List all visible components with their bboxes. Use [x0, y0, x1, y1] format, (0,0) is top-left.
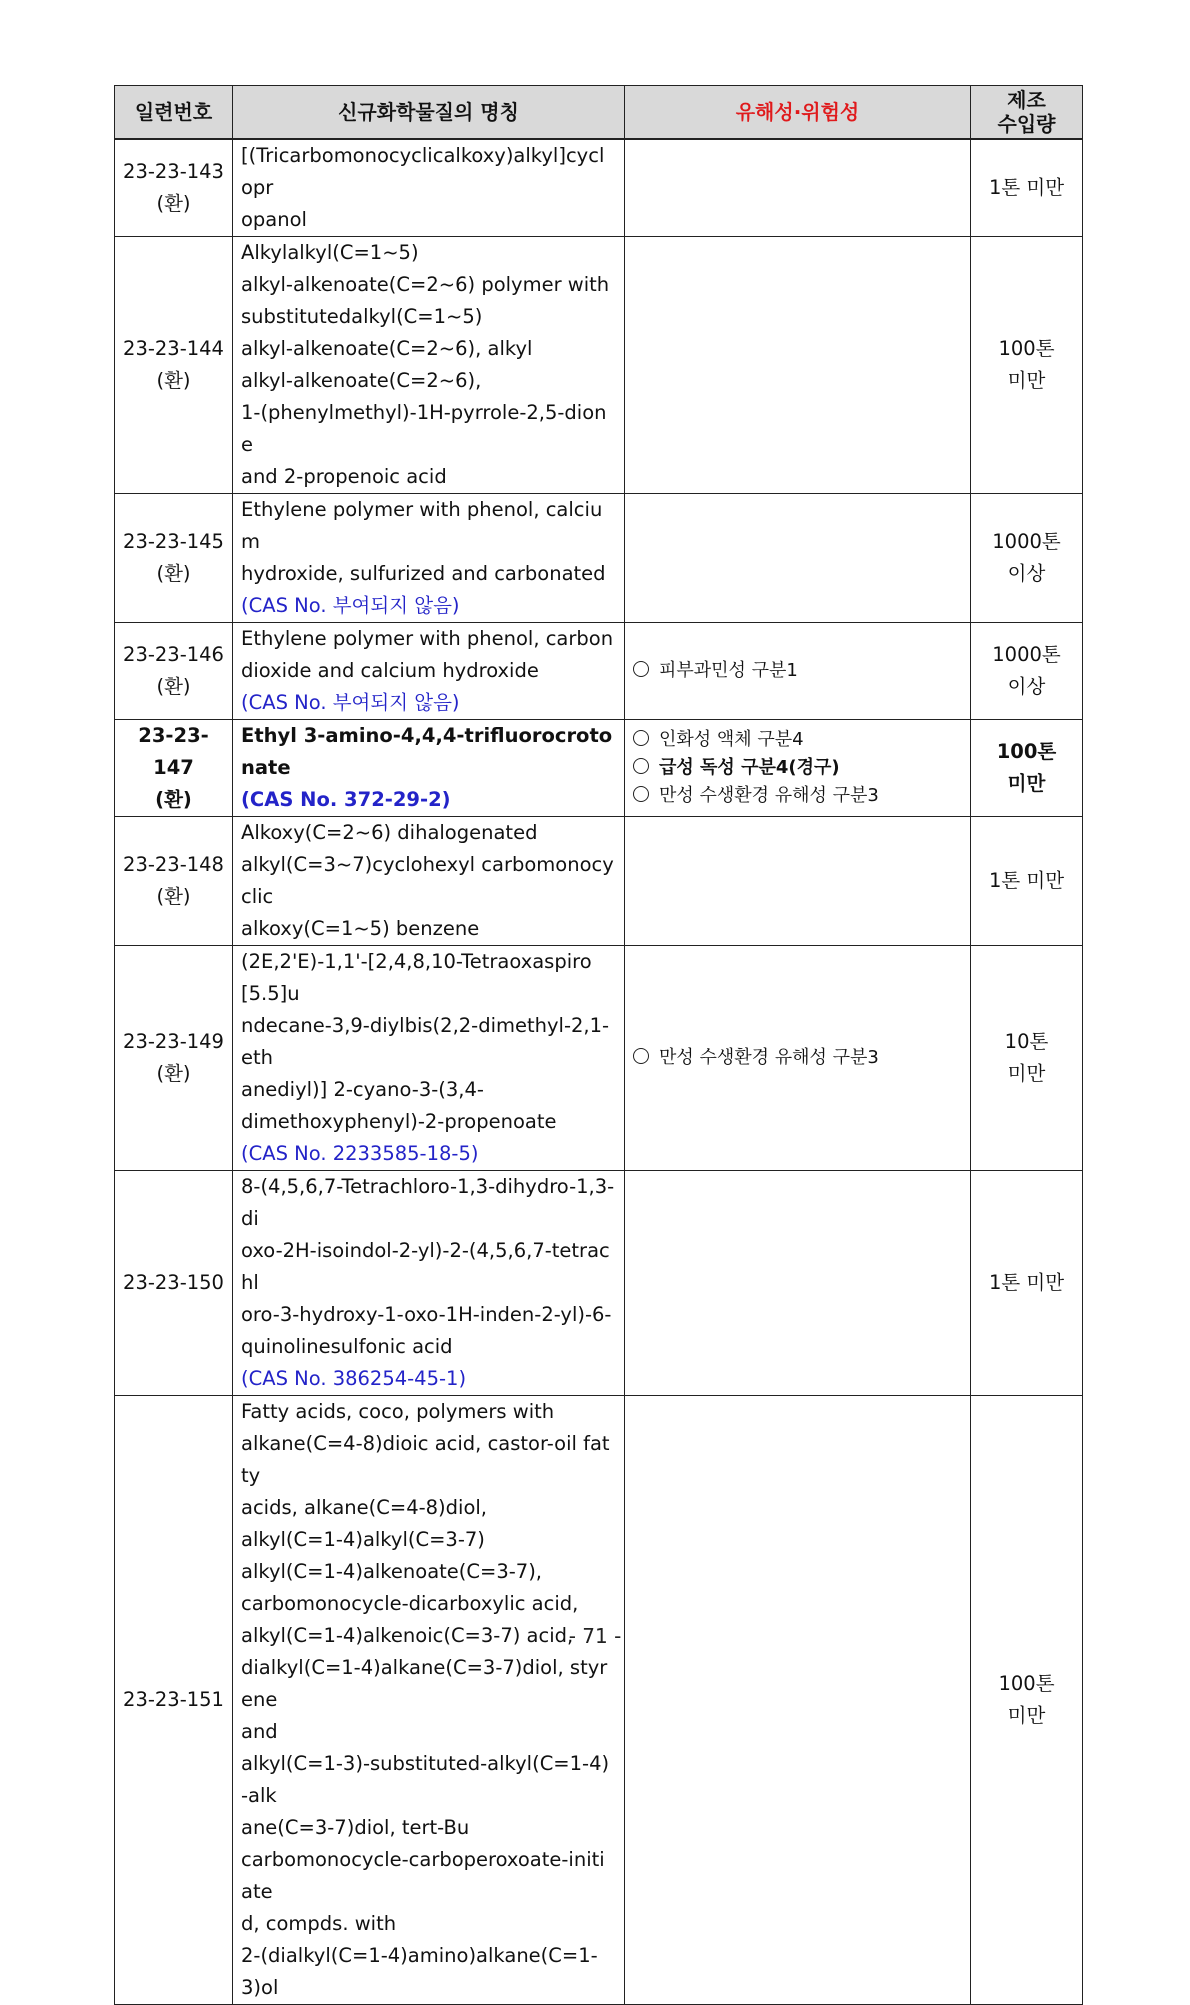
table-row — [115, 946, 1083, 1171]
serial-number: 23-23-146 — [123, 643, 224, 666]
quantity-line: 미만 — [1007, 369, 1046, 392]
quantity-line: 100톤 — [998, 1672, 1055, 1695]
cas-number: (CAS No. 부여되지 않음) — [241, 691, 460, 714]
substance-name-line: alkyl(C=1-4)alkyl(C=3-7) — [241, 1528, 485, 1551]
substance-name-cell — [233, 623, 625, 720]
serial-number: 23-23-144 — [123, 337, 224, 360]
hazard-text: 만성 수생환경 유해성 구분3 — [659, 1047, 879, 1068]
hazard-cell — [625, 494, 971, 623]
substance-name-line: opanol — [241, 208, 307, 231]
substance-name-line: d, compds. with — [241, 1912, 397, 1935]
quantity-line: 1000톤 — [992, 530, 1061, 553]
quantity-line: 1000톤 — [992, 643, 1061, 666]
substance-name-line: alkyl-alkenoate(C=2~6), alkyl — [241, 337, 533, 360]
substance-name-cell — [233, 139, 625, 237]
substance-name-line: 1-(phenylmethyl)-1H-pyrrole-2,5-dione — [241, 401, 607, 456]
quantity-cell — [971, 1396, 1083, 2005]
header-hazard: 유해성·위험성 — [625, 86, 971, 140]
table-row — [115, 817, 1083, 946]
substance-name-cell — [233, 946, 625, 1171]
page-number: - 71 - — [568, 1624, 622, 1648]
hazard-item — [633, 754, 962, 782]
quantity-cell — [971, 139, 1083, 237]
table-row — [115, 494, 1083, 623]
cas-number: (CAS No. 372-29-2) — [241, 788, 451, 811]
substance-name-line: Ethylene polymer with phenol, carbon — [241, 627, 614, 650]
cas-number: (CAS No. 2233585-18-5) — [241, 1142, 479, 1165]
substance-name-cell — [233, 720, 625, 817]
serial-cell — [115, 623, 233, 720]
substance-name-line: alkyl(C=1-3)-substituted-alkyl(C=1-4)-alk — [241, 1752, 610, 1807]
substance-name-line: dioxide and calcium hydroxide — [241, 659, 539, 682]
cas-number: (CAS No. 386254-45-1) — [241, 1367, 467, 1390]
serial-number: 23-23-147 — [138, 724, 209, 779]
serial-cell — [115, 720, 233, 817]
header-substance-name: 신규화학물질의 명칭 — [233, 86, 625, 140]
substance-name-line: alkyl(C=3~7)cyclohexyl carbomonocyclic — [241, 853, 614, 908]
hazard-item — [633, 657, 962, 685]
substance-name-line: oxo-2H-isoindol-2-yl)-2-(4,5,6,7-tetrachl — [241, 1239, 610, 1294]
circle-bullet-icon — [633, 758, 649, 774]
serial-number: 23-23-148 — [123, 853, 224, 876]
substance-name-cell — [233, 237, 625, 494]
quantity-line: 1톤 미만 — [988, 1271, 1065, 1294]
hazard-cell — [625, 946, 971, 1171]
substance-name-line: dialkyl(C=1-4)alkane(C=3-7)diol, styrene — [241, 1656, 608, 1711]
table-row — [115, 720, 1083, 817]
quantity-line: 100톤 — [996, 740, 1057, 763]
quantity-cell — [971, 494, 1083, 623]
substance-name-line: alkoxy(C=1~5) benzene — [241, 917, 480, 940]
hazard-text: 인화성 액체 구분4 — [659, 729, 804, 750]
substance-name-line: quinolinesulfonic acid — [241, 1335, 453, 1358]
hazard-cell — [625, 1396, 971, 2005]
serial-number: 23-23-151 — [123, 1688, 224, 1711]
quantity-line: 이상 — [1007, 675, 1046, 698]
substance-name-line: alkyl-alkenoate(C=2~6) polymer with — [241, 273, 610, 296]
quantity-line: 1톤 미만 — [988, 869, 1065, 892]
substance-name-cell — [233, 494, 625, 623]
substance-name-line: Ethylene polymer with phenol, calcium — [241, 498, 603, 553]
table-body — [115, 139, 1083, 2005]
table-row — [115, 237, 1083, 494]
quantity-line: 미만 — [1007, 772, 1046, 795]
serial-cell — [115, 1396, 233, 2005]
serial-cell — [115, 139, 233, 237]
table-row — [115, 139, 1083, 237]
substance-name-cell — [233, 1171, 625, 1396]
serial-suffix: (환) — [156, 675, 191, 698]
substance-name-line: and — [241, 1720, 278, 1743]
serial-cell — [115, 1171, 233, 1396]
hazard-cell — [625, 623, 971, 720]
substance-name-line: alkyl-alkenoate(C=2~6), — [241, 369, 482, 392]
quantity-cell — [971, 720, 1083, 817]
hazard-cell — [625, 817, 971, 946]
quantity-cell — [971, 817, 1083, 946]
circle-bullet-icon — [633, 1048, 649, 1064]
serial-cell — [115, 817, 233, 946]
substance-name-line: Ethyl 3-amino-4,4,4-trifluorocrotonate — [241, 724, 613, 779]
hazard-text: 피부과민성 구분1 — [659, 660, 798, 681]
table-row — [115, 1396, 1083, 2005]
substance-name-line: ndecane-3,9-diylbis(2,2-dimethyl-2,1-eth — [241, 1014, 610, 1069]
circle-bullet-icon — [633, 661, 649, 677]
quantity-line: 미만 — [1007, 1704, 1046, 1727]
quantity-line: 미만 — [1007, 1062, 1046, 1085]
serial-suffix: (환) — [155, 788, 192, 811]
substance-name-line: alkyl(C=1-4)alkenoate(C=3-7), — [241, 1560, 543, 1583]
chemical-substance-table — [114, 85, 1083, 2005]
hazard-item — [633, 1044, 962, 1072]
serial-cell — [115, 494, 233, 623]
header-serial: 일련번호 — [115, 86, 233, 140]
quantity-cell — [971, 237, 1083, 494]
serial-suffix: (환) — [156, 369, 191, 392]
substance-name-line: oro-3-hydroxy-1-oxo-1H-inden-2-yl)-6- — [241, 1303, 612, 1326]
quantity-cell — [971, 946, 1083, 1171]
substance-name-line: and 2-propenoic acid — [241, 465, 447, 488]
substance-name-line: [(Tricarbomonocyclicalkoxy)alkyl]cyclopr — [241, 144, 605, 199]
serial-cell — [115, 946, 233, 1171]
substance-name-line: substitutedalkyl(C=1~5) — [241, 305, 483, 328]
cas-number: (CAS No. 부여되지 않음) — [241, 594, 460, 617]
serial-suffix: (환) — [156, 562, 191, 585]
substance-name-line: Alkylalkyl(C=1~5) — [241, 241, 419, 264]
substance-name-line: 8-(4,5,6,7-Tetrachloro-1,3-dihydro-1,3-di — [241, 1175, 615, 1230]
hazard-cell — [625, 139, 971, 237]
serial-number: 23-23-150 — [123, 1271, 224, 1294]
serial-cell — [115, 237, 233, 494]
circle-bullet-icon — [633, 730, 649, 746]
table-header-row — [115, 86, 1083, 140]
hazard-cell — [625, 1171, 971, 1396]
hazard-text: 만성 수생환경 유해성 구분3 — [659, 785, 879, 806]
serial-number: 23-23-143 — [123, 160, 224, 183]
substance-name-line: alkyl(C=1-4)alkenoic(C=3-7) acid, — [241, 1624, 574, 1647]
header-quantity-line1: 제조 — [1007, 88, 1046, 112]
substance-name-line: alkane(C=4-8)dioic acid, castor-oil fatty — [241, 1432, 610, 1487]
header-quantity — [971, 86, 1083, 140]
quantity-line: 10톤 — [1004, 1030, 1049, 1053]
substance-name-line: dimethoxyphenyl)-2-propenoate — [241, 1110, 557, 1133]
hazard-text: 급성 독성 구분4(경구) — [659, 757, 840, 778]
serial-number: 23-23-149 — [123, 1030, 224, 1053]
quantity-line: 1톤 미만 — [988, 176, 1065, 199]
header-quantity-line2: 수입량 — [997, 112, 1056, 136]
hazard-item — [633, 782, 962, 810]
substance-name-line: (2E,2'E)-1,1'-[2,4,8,10-Tetraoxaspiro[5.5]u — [241, 950, 592, 1005]
substance-name-line: acids, alkane(C=4-8)diol, — [241, 1496, 488, 1519]
table-row — [115, 623, 1083, 720]
substance-name-line: 2-(dialkyl(C=1-4)amino)alkane(C=1-3)ol — [241, 1944, 598, 1999]
substance-name-line: hydroxide, sulfurized and carbonated — [241, 562, 606, 585]
serial-number: 23-23-145 — [123, 530, 224, 553]
substance-name-cell — [233, 1396, 625, 2005]
hazard-item — [633, 726, 962, 754]
hazard-cell — [625, 720, 971, 817]
quantity-line: 이상 — [1007, 562, 1046, 585]
substance-name-line: anediyl)] 2-cyano-3-(3,4- — [241, 1078, 484, 1101]
substance-name-line: Fatty acids, coco, polymers with — [241, 1400, 555, 1423]
quantity-cell — [971, 623, 1083, 720]
substance-name-line: carbomonocycle-dicarboxylic acid, — [241, 1592, 579, 1615]
serial-suffix: (환) — [156, 192, 191, 215]
hazard-cell — [625, 237, 971, 494]
table-row — [115, 1171, 1083, 1396]
circle-bullet-icon — [633, 786, 649, 802]
substance-name-line: Alkoxy(C=2~6) dihalogenated — [241, 821, 538, 844]
substance-name-cell — [233, 817, 625, 946]
quantity-line: 100톤 — [998, 337, 1055, 360]
substance-name-line: carbomonocycle-carboperoxoate-initiate — [241, 1848, 605, 1903]
quantity-cell — [971, 1171, 1083, 1396]
serial-suffix: (환) — [156, 885, 191, 908]
serial-suffix: (환) — [156, 1062, 191, 1085]
substance-name-line: ane(C=3-7)diol, tert-Bu — [241, 1816, 470, 1839]
